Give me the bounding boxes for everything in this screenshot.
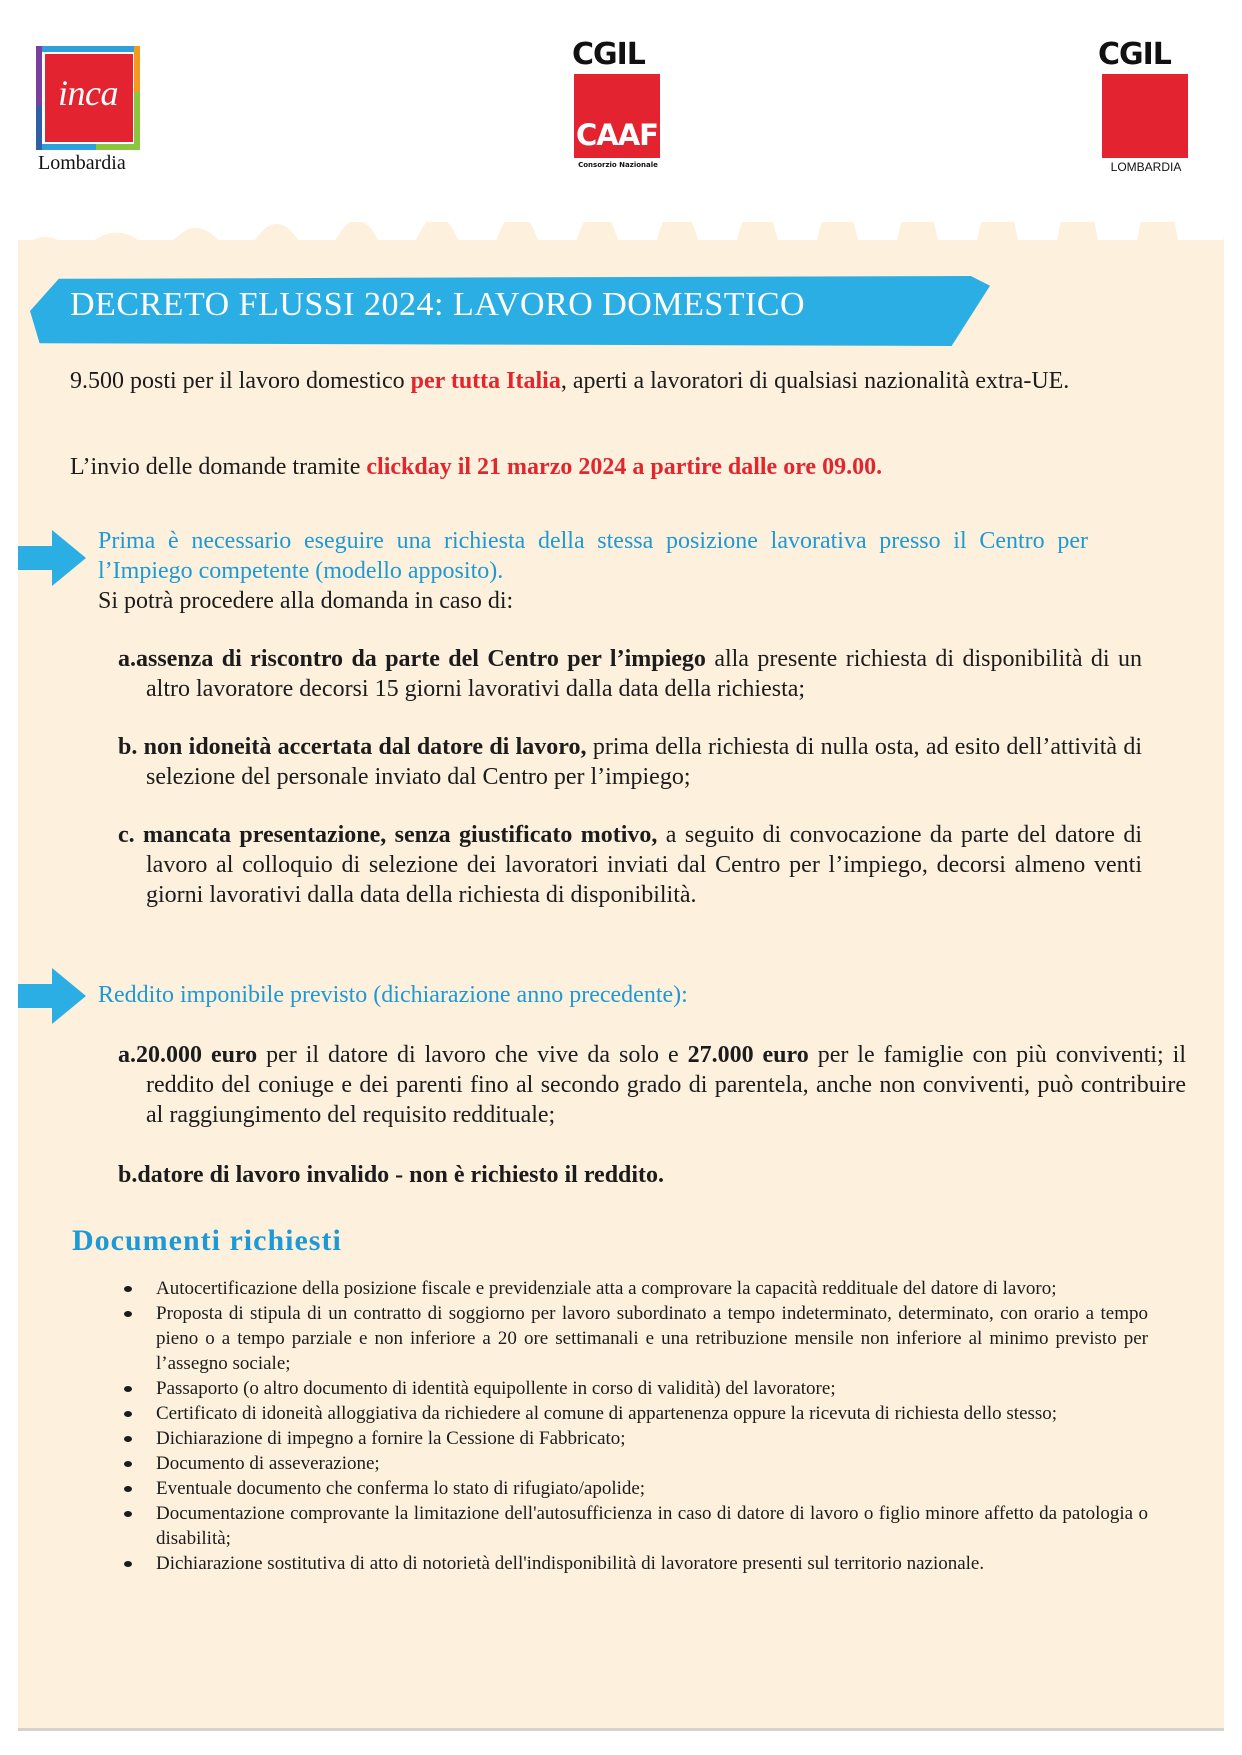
section1-item-a: a.assenza di riscontro da parte del Centro per l’impiego alla presente richiesta di disponibilità di un altro lavoratore decorsi 15 giorni lavorativi dalla data della richiesta; (118, 646, 1142, 702)
cgil-lombardia-logo (1094, 38, 1198, 178)
document-item: Dichiarazione di impegno a fornire la Cessione di Fabbricato; (124, 1426, 1148, 1451)
caaf-wordmark: CAAF (576, 118, 658, 152)
section2-lead: Reddito imponibile previsto (dichiarazione anno precedente): (98, 982, 688, 1008)
documents-list (124, 1276, 1148, 1576)
document-item: Dichiarazione sostitutiva di atto di notorietà dell'indisponibilità di lavoratore presenti sul territorio nazionale. (124, 1551, 1148, 1576)
document-item: Proposta di stipula di un contratto di soggiorno per lavoro subordinato a tempo indeterminato, determinato, con orario a tempo pieno o a tempo parziale e non inferiore a 20 ore settimanali e una retribuzione mensile non inferiore al minimo previsto per l’assegno sociale; (124, 1301, 1148, 1376)
inca-logo-frame (36, 46, 140, 150)
inca-region-label: Lombardia (38, 152, 126, 174)
section1-item-c: c. mancata presentazione, senza giustificato motivo, a seguito di convocazione da parte del datore di lavoro al colloquio di selezione dei lavoratori inviati dal Centro per l’impiego, decorsi almeno venti giorni lavorativi dalla data della richiesta di disponibilità. (118, 822, 1142, 908)
document-item: Autocertificazione della posizione fiscale e previdenziale atta a comprovare la capacità reddituale del datore di lavoro; (124, 1276, 1148, 1301)
cgil-region-label: LOMBARDIA (1110, 160, 1182, 174)
section1-lead: Prima è necessario eseguire una richiesta della stessa posizione lavorativa presso il Centro per l’Impiego competente (modello apposito). (98, 528, 1088, 584)
document-item: Documento di asseverazione; (124, 1451, 1148, 1476)
cgil-wordmark: CGIL (1098, 37, 1171, 72)
section1-subtitle: Si potrà procedere alla domanda in caso di: (98, 588, 514, 614)
caaf-subtitle: Consorzio Nazionale (578, 161, 658, 169)
document-item: Certificato di idoneità alloggiativa da richiedere al comune di appartenenza oppure la ricevuta di richiesta dello stesso; (124, 1401, 1148, 1426)
section1-item-b: b. non idoneità accertata dal datore di lavoro, prima della richiesta di nulla osta, ad esito dell’attività di selezione del personale inviato dal Centro per l’impiego; (118, 734, 1142, 790)
intro-paragraph-posts: 9.500 posti per il lavoro domestico per tutta Italia, aperti a lavoratori di qualsiasi nazionalità extra-UE. (70, 368, 1070, 394)
arrow-right-icon-2 (18, 966, 86, 1026)
document-item: Passaporto (o altro documento di identità equipollente in corso di validità) del lavoratore; (124, 1376, 1148, 1401)
section2-item-b: b.datore di lavoro invalido - non è richiesto il reddito. (118, 1162, 665, 1188)
cgil-caaf-logo (570, 38, 666, 178)
page-title: DECRETO FLUSSI 2024: LAVORO DOMESTICO (70, 286, 806, 323)
caaf-cgil-wordmark: CGIL (572, 37, 645, 72)
section2-item-a: a.20.000 euro per il datore di lavoro che vive da solo e 27.000 euro per le famiglie con più conviventi; il reddito del coniuge e dei parenti fino al secondo grado di parentela, anche non conviventi, può contribuire al raggiungimento del requisito reddituale; (118, 1042, 1187, 1128)
arrow-right-icon (18, 528, 86, 588)
inca-wordmark: inca (58, 73, 118, 113)
intro-paragraph-clickday: L’invio delle domande tramite clickday il 21 marzo 2024 a partire dalle ore 09.00. (70, 454, 883, 480)
bottom-rule (18, 1728, 1224, 1731)
inca-lombardia-logo (36, 46, 146, 176)
document-item: Eventuale documento che conferma lo stato di rifugiato/apolide; (124, 1476, 1148, 1501)
document-item: Documentazione comprovante la limitazione dell'autosufficienza in caso di datore di lavoro o figlio minore affetto da patologia o disabilità; (124, 1501, 1148, 1551)
documents-heading: Documenti richiesti (72, 1224, 342, 1257)
